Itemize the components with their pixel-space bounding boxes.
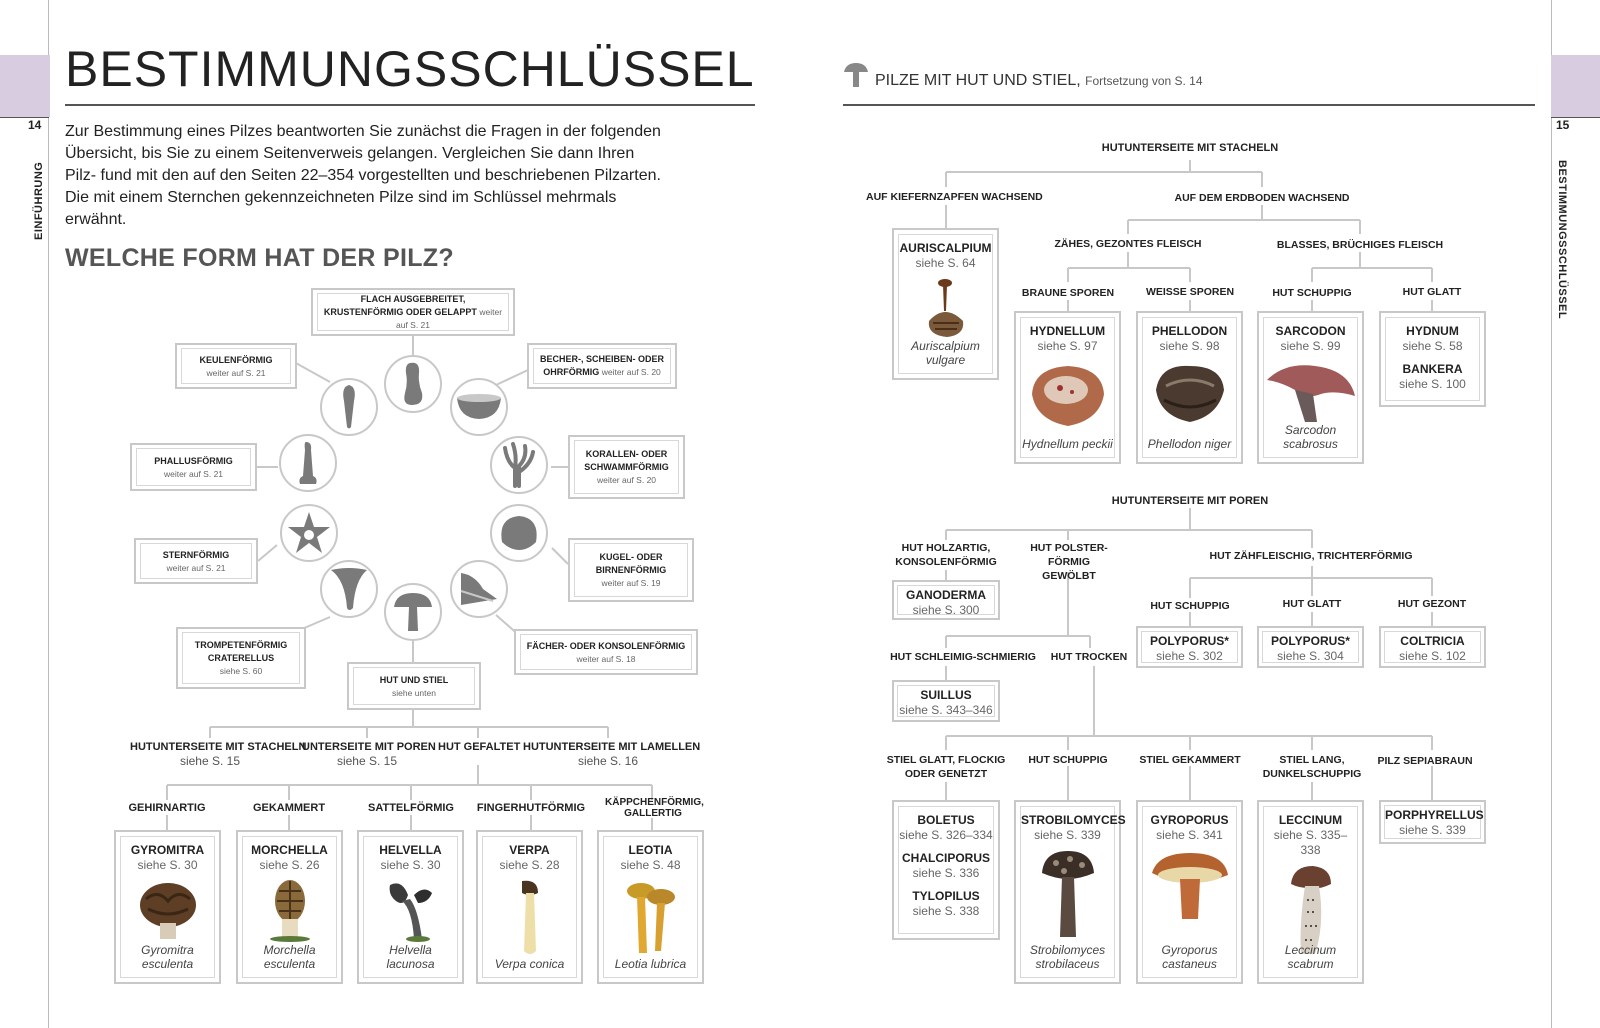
shape-phallus-ref: weiter auf S. 21 xyxy=(163,468,224,479)
shape-korallen-label: KORALLEN- ODER SCHWAMMFÖRMIG xyxy=(584,449,669,472)
hydnellum-image xyxy=(1028,360,1108,432)
shape-becher-ref: weiter auf S. 20 xyxy=(601,367,661,377)
card-hydnellum-latin: Hydnellum peckii xyxy=(1022,437,1113,451)
card-polyporus-1-name: POLYPORUS* xyxy=(1150,634,1229,648)
shape-phallus-label: PHALLUSFÖRMIG xyxy=(154,455,233,466)
shape-keulen-label: KEULENFÖRMIG xyxy=(199,354,273,365)
card-phellodon-latin: Phellodon niger xyxy=(1147,437,1232,451)
phellodon-image xyxy=(1150,360,1230,432)
card-leotia-ref: siehe S. 48 xyxy=(620,858,681,872)
card-ganoderma[interactable] xyxy=(892,580,1000,620)
branch-poren-ref: siehe S. 15 xyxy=(336,754,398,768)
card-leccinum[interactable] xyxy=(1257,800,1364,984)
card-sarcodon-ref: siehe S. 99 xyxy=(1280,339,1341,353)
card-sarcodon-latin: Sarcodon scabrosus xyxy=(1283,423,1338,451)
label-poren-schuppig: HUT SCHUPPIG xyxy=(1150,600,1230,612)
card-polyporus-1[interactable] xyxy=(1136,626,1243,668)
shape-faecher-ref: weiter auf S. 18 xyxy=(576,653,636,664)
card-hydnum[interactable] xyxy=(1379,311,1486,407)
shape-trompete-ref: siehe S. 60 xyxy=(219,666,263,676)
card-porphyrellus-name: PORPHYRELLUS xyxy=(1385,808,1484,822)
shape-trompete-label: TROMPETENFÖRMIG CRATERELLUS xyxy=(194,640,288,663)
sub-gekammert: GEKAMMERT xyxy=(252,802,326,814)
label-stiel-gekammert: STIEL GEKAMMERT xyxy=(1139,754,1241,766)
label-braune: BRAUNE SPOREN xyxy=(1021,287,1115,299)
card-coltricia[interactable] xyxy=(1379,626,1486,668)
intro-text: Zur Bestimmung eines Pilzes beantworten Sie zunächst die Fragen in der folgenden Übersicht, bis Sie zu einem Seitenverweis gelangen. Vergleichen Sie dann Ihren Pilz- fund mit den auf den Seiten 22–354 vorgestellten und beschriebenen Pilzarten. Die mit einem Sternchen gekennzeichneten Pilze sind im Schlüssel mehrmals erwähnt. xyxy=(65,123,661,228)
card-leotia-name: LEOTIA xyxy=(628,843,673,857)
card-auriscalpium-latin: Auriscalpium vulgare xyxy=(911,339,980,367)
card-leccinum-ref: siehe S. 335–338 xyxy=(1273,828,1348,857)
card-helvella-name: HELVELLA xyxy=(379,843,442,857)
shape-kugel-label: KUGEL- ODER BIRNENFÖRMIG xyxy=(595,552,667,575)
stacheln-title: HUTUNTERSEITE MIT STACHELN xyxy=(1101,142,1279,154)
page-number-right: 15 xyxy=(1556,118,1570,132)
card-leccinum-latin: Leccinum scabrum xyxy=(1284,943,1337,971)
card-verpa-name: VERPA xyxy=(509,843,550,857)
card-gyromitra-ref: siehe S. 30 xyxy=(137,858,198,872)
card-auriscalpium-ref: siehe S. 64 xyxy=(915,256,976,270)
label-weisse: WEISSE SPOREN xyxy=(1145,286,1235,298)
sub-gehirnartig: GEHIRNARTIG xyxy=(128,802,206,814)
card-boletus-name: BOLETUS xyxy=(917,813,975,827)
shape-faecher-label: FÄCHER- ODER KONSOLENFÖRMIG xyxy=(526,640,686,651)
card-gyroporus-ref: siehe S. 341 xyxy=(1156,828,1223,842)
card-verpa-ref: siehe S. 28 xyxy=(499,858,560,872)
card-hydnum-ref: siehe S. 58 xyxy=(1402,339,1463,353)
card-hydnellum-name: HYDNELLUM xyxy=(1029,324,1106,338)
label-hut-schuppig-2: HUT SCHUPPIG xyxy=(1028,754,1108,766)
strobilomyces-image xyxy=(1038,849,1098,941)
shape-flach-ref: weiter auf S. 21 xyxy=(395,306,503,330)
card-auriscalpium-name: AURISCALPIUM xyxy=(899,241,992,255)
shape-stern-ref: weiter auf S. 21 xyxy=(166,562,226,573)
card-hydnum-name: HYDNUM xyxy=(1406,324,1459,338)
label-schuppig: HUT SCHUPPIG xyxy=(1272,287,1352,299)
sub-fingerhut: FINGERHUTFÖRMIG xyxy=(476,802,586,814)
auriscalpium-image xyxy=(921,277,971,339)
sarcodon-image xyxy=(1265,360,1357,430)
card-phellodon-ref: siehe S. 98 xyxy=(1159,339,1220,353)
shape-stern-label: STERNFÖRMIG xyxy=(162,549,230,560)
card-suillus-ref: siehe S. 343–346 xyxy=(899,703,993,717)
shape-keulen-ref: weiter auf S. 21 xyxy=(206,367,266,378)
label-poren-gezont: HUT GEZONT xyxy=(1397,598,1467,610)
card-chalciporus-ref: siehe S. 336 xyxy=(912,866,980,880)
card-phellodon-name: PHELLODON xyxy=(1151,324,1228,338)
branch-lamellen-ref: siehe S. 16 xyxy=(577,754,639,768)
question-heading: WELCHE FORM HAT DER PILZ? xyxy=(65,244,454,272)
card-polyporus-2[interactable] xyxy=(1257,626,1364,668)
card-auriscalpium[interactable] xyxy=(892,228,999,380)
right-header-title: PILZE MIT HUT UND STIEL, xyxy=(875,72,1081,89)
section-label-left: EINFÜHRUNG xyxy=(33,161,45,240)
card-morchella-ref: siehe S. 26 xyxy=(259,858,320,872)
card-porphyrellus-ref: siehe S. 339 xyxy=(1399,823,1466,837)
label-glatt: HUT GLATT xyxy=(1402,286,1462,298)
card-phellodon[interactable] xyxy=(1136,311,1243,464)
card-gyroporus-name: GYROPORUS xyxy=(1150,813,1229,827)
sub-sattelfoermig: SATTELFÖRMIG xyxy=(368,802,454,814)
poren-title: HUTUNTERSEITE MIT POREN xyxy=(1111,495,1269,507)
branch-stacheln-label: HUTUNTERSEITE MIT STACHELN xyxy=(130,741,307,753)
card-strobilomyces-latin: Strobilomyces strobilaceus xyxy=(1029,943,1106,971)
card-gyroporus-latin: Gyroporus castaneus xyxy=(1161,943,1218,971)
label-erdboden: AUF DEM ERDBODEN WACHSEND xyxy=(1174,192,1350,204)
card-tylopilus-name: TYLOPILUS xyxy=(912,889,980,903)
label-holzartig: HUT HOLZARTIG, KONSOLENFÖRMIG xyxy=(895,542,997,568)
card-polyporus-2-ref: siehe S. 304 xyxy=(1277,649,1344,663)
card-coltricia-name: COLTRICIA xyxy=(1400,634,1465,648)
card-sarcodon[interactable] xyxy=(1257,311,1364,464)
shape-kugel-ref: weiter auf S. 19 xyxy=(601,578,661,588)
card-ganoderma-ref: siehe S. 300 xyxy=(912,603,980,617)
card-coltricia-ref: siehe S. 102 xyxy=(1399,649,1466,663)
shape-becher-label: BECHER-, SCHEIBEN- ODER OHRFÖRMIG xyxy=(539,354,664,377)
page-number-left: 14 xyxy=(28,118,42,132)
card-tylopilus-ref: siehe S. 338 xyxy=(912,904,980,918)
card-bankera-name: BANKERA xyxy=(1402,362,1463,376)
label-blasses: BLASSES, BRÜCHIGES FLEISCH xyxy=(1276,239,1444,251)
card-hydnellum[interactable] xyxy=(1014,311,1121,464)
card-gyromitra-latin: Gyromitra esculenta xyxy=(141,943,194,971)
card-gyroporus[interactable] xyxy=(1136,800,1243,984)
label-stiel-lang: STIEL LANG, DUNKELSCHUPPIG xyxy=(1262,754,1362,780)
card-suillus-name: SUILLUS xyxy=(920,688,972,702)
card-bankera-ref: siehe S. 100 xyxy=(1399,377,1466,391)
card-porphyrellus[interactable] xyxy=(1379,800,1486,844)
card-helvella-latin: Helvella lacunosa xyxy=(386,943,435,971)
branch-lamellen-label: HUTUNTERSEITE MIT LAMELLEN xyxy=(523,741,701,753)
card-strobilomyces-ref: siehe S. 339 xyxy=(1034,828,1101,842)
label-zaehes: ZÄHES, GEZONTES FLEISCH xyxy=(1054,238,1202,250)
card-gyromitra-name: GYROMITRA xyxy=(130,843,205,857)
label-poren-glatt: HUT GLATT xyxy=(1282,598,1342,610)
branch-poren-label: UNTERSEITE MIT POREN xyxy=(302,741,436,753)
card-sarcodon-name: SARCODON xyxy=(1275,324,1346,338)
card-boletus[interactable] xyxy=(892,800,1000,940)
right-header-ref: Fortsetzung von S. 14 xyxy=(1085,74,1203,88)
card-boletus-ref: siehe S. 326–334 xyxy=(899,828,993,842)
label-polster: HUT POLSTER- FÖRMIG GEWÖLBT xyxy=(1030,542,1108,582)
card-strobilomyces[interactable] xyxy=(1014,800,1126,984)
sub-kaeppchen: KÄPPCHENFÖRMIG, GALLERTIG xyxy=(605,797,704,819)
card-morchella-latin: Morchella esculenta xyxy=(263,943,316,971)
shape-korallen-ref: weiter auf S. 20 xyxy=(596,475,657,485)
card-strobilomyces-name: STROBILOMYCES xyxy=(1021,813,1126,827)
card-suillus[interactable] xyxy=(892,680,1000,722)
shape-hutstiel-ref: siehe unten xyxy=(392,687,436,698)
shape-flach-label: FLACH AUSGEBREITET, KRUSTENFÖRMIG ODER GELAPPT xyxy=(323,293,477,317)
page-title: BESTIMMUNGSSCHLÜSSEL xyxy=(65,41,755,97)
card-polyporus-2-name: POLYPORUS* xyxy=(1271,634,1350,648)
label-kiefern: AUF KIEFERNZAPFEN WACHSEND xyxy=(866,191,1043,203)
label-schleimig: HUT SCHLEIMIG-SCHMIERIG xyxy=(890,651,1036,663)
card-ganoderma-name: GANODERMA xyxy=(906,588,986,602)
gyroporus-image xyxy=(1148,849,1232,923)
branch-stacheln-ref: siehe S. 15 xyxy=(179,754,241,768)
section-label-right: BESTIMMUNGSSCHLÜSSEL xyxy=(1556,160,1568,320)
card-leccinum-name: LECCINUM xyxy=(1278,813,1343,827)
card-leotia-latin: Leotia lubrica xyxy=(614,957,687,971)
card-verpa-latin: Verpa conica xyxy=(494,957,565,971)
label-pilz-sepia: PILZ SEPIABRAUN xyxy=(1377,755,1473,767)
label-zaeh: HUT ZÄHFLEISCHIG, TRICHTERFÖRMIG xyxy=(1209,550,1413,562)
branch-gefaltet-label: HUT GEFALTET xyxy=(438,741,521,753)
shape-hutstiel-label: HUT UND STIEL xyxy=(379,674,449,685)
card-polyporus-1-ref: siehe S. 302 xyxy=(1156,649,1223,663)
label-stiel-glatt: STIEL GLATT, FLOCKIG ODER GENETZT xyxy=(886,754,1006,780)
card-morchella-name: MORCHELLA xyxy=(251,843,328,857)
card-helvella-ref: siehe S. 30 xyxy=(380,858,441,872)
label-trocken: HUT TROCKEN xyxy=(1050,651,1128,663)
card-hydnellum-ref: siehe S. 97 xyxy=(1037,339,1098,353)
card-chalciporus-name: CHALCIPORUS xyxy=(901,851,990,865)
